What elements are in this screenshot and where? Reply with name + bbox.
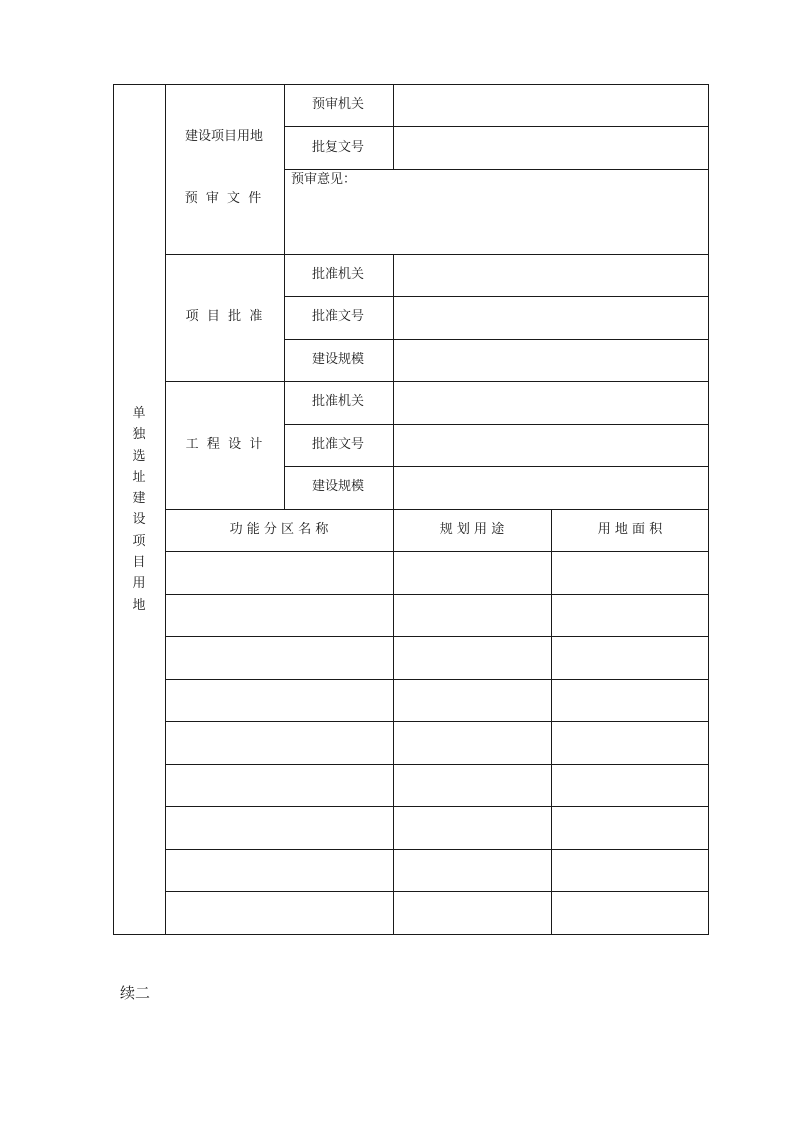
engineering-design-scale-value[interactable] (394, 467, 708, 509)
continuation-label: 续二 (120, 984, 151, 1002)
pre-review-reply-no-value[interactable] (394, 127, 708, 169)
pre-review-authority-value[interactable] (394, 85, 708, 126)
pre-review-opinion-label: 预审意见： (291, 172, 357, 187)
pre-review-label-line2: 预 审 文 件 (184, 191, 264, 206)
engineering-design-scale-label: 建设规模 (311, 479, 365, 494)
zone-table-body[interactable] (166, 552, 708, 934)
zone-table-header-area: 用 地 面 积 (597, 522, 663, 537)
zone-table-header-use: 规 划 用 途 (439, 522, 505, 537)
engineering-design-doc-no-value[interactable] (394, 425, 708, 466)
pre-review-reply-no-label: 批复文号 (311, 140, 365, 155)
pre-review-opinion-value[interactable] (285, 190, 708, 253)
project-approval-doc-no-label: 批准文号 (311, 309, 365, 324)
zone-table-header-name: 功 能 分 区 名 称 (229, 522, 329, 537)
engineering-design-authority-value[interactable] (394, 382, 708, 424)
project-approval-doc-no-value[interactable] (394, 297, 708, 339)
engineering-design-authority-label: 批准机关 (311, 394, 365, 409)
project-approval-label: 项 目 批 准 (185, 309, 263, 324)
project-approval-authority-label: 批准机关 (311, 267, 365, 282)
project-approval-scale-value[interactable] (394, 340, 708, 381)
project-approval-scale-label: 建设规模 (311, 352, 365, 367)
pre-review-label-line1: 建设项目用地 (184, 129, 264, 144)
pre-review-authority-label: 预审机关 (311, 97, 365, 112)
engineering-design-doc-no-label: 批准文号 (311, 437, 365, 452)
section-label-vertical: 单 独 选 址 建 设 项 目 用 地 (132, 406, 146, 613)
project-approval-authority-value[interactable] (394, 255, 708, 296)
engineering-design-label: 工 程 设 计 (185, 437, 263, 452)
